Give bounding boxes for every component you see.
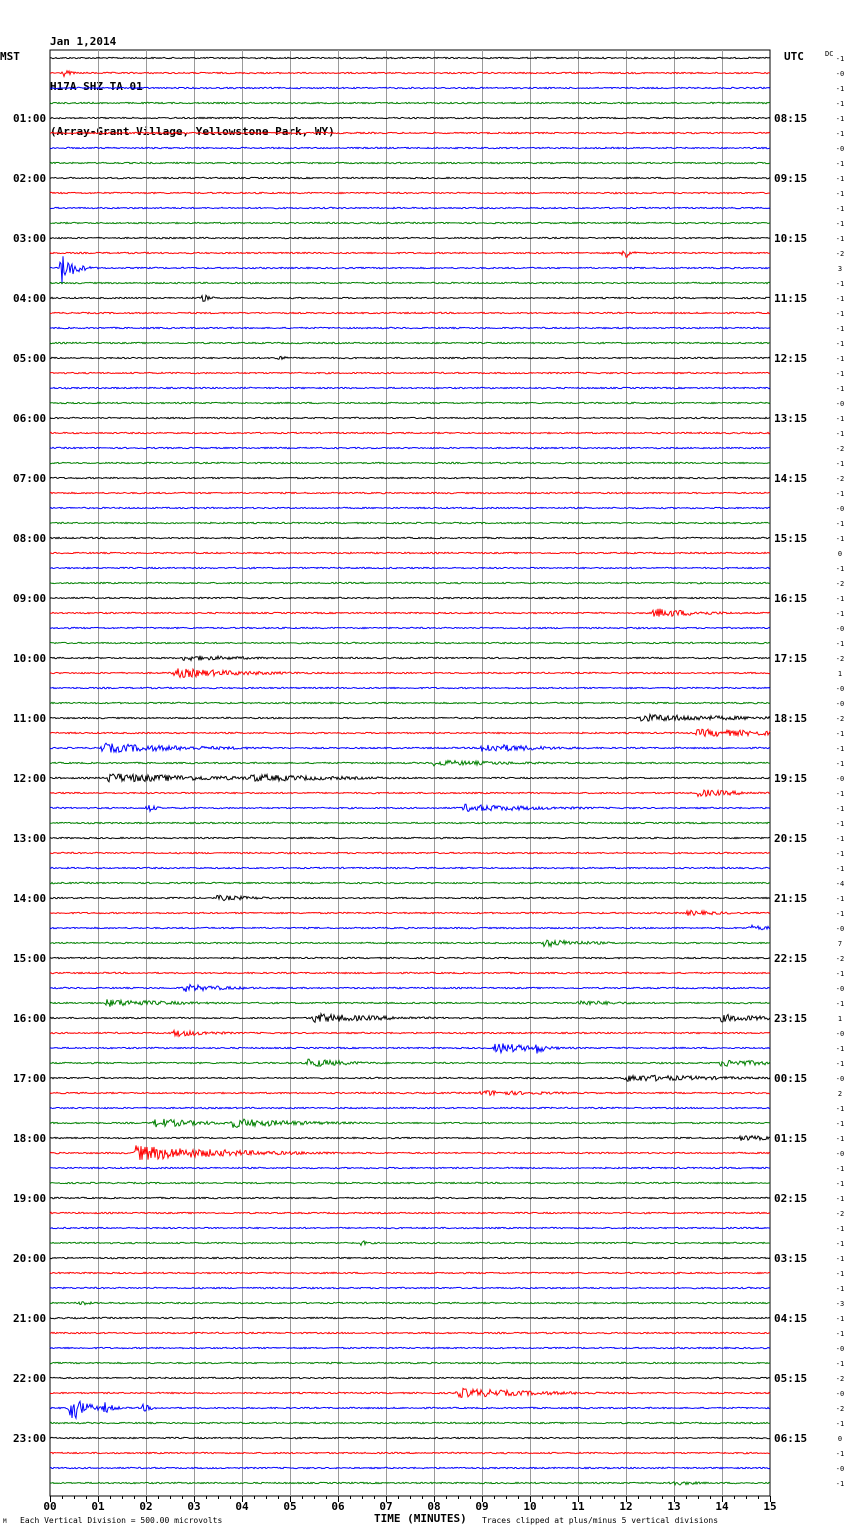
dc-offset: -1: [835, 310, 845, 318]
trace-50: [50, 804, 770, 811]
right-hour-label: 18:15: [774, 712, 808, 725]
trace-58: [50, 925, 770, 930]
trace-85: [50, 1332, 770, 1333]
trace-9: [50, 192, 770, 193]
trace-42: [50, 687, 770, 688]
trace-48: [50, 774, 770, 782]
left-axis-label: MST: [0, 50, 20, 63]
trace-2: [50, 87, 770, 88]
right-hour-label: 13:15: [774, 412, 808, 425]
left-hour-label: 06:00: [13, 412, 47, 425]
dc-offset: -1: [835, 1285, 845, 1293]
x-tick-label: 03: [187, 1500, 201, 1513]
trace-28: [50, 477, 770, 478]
trace-87: [50, 1362, 770, 1363]
left-hour-label: 05:00: [13, 352, 47, 365]
trace-69: [50, 1091, 770, 1096]
dc-offset: -1: [835, 205, 845, 213]
station-location: (Array-Grant Village, Yellowstone Park, WY): [50, 125, 335, 138]
dc-offset: -0: [835, 505, 845, 513]
trace-15: [50, 282, 770, 283]
trace-52: [50, 837, 770, 838]
dc-offset: -0: [835, 685, 845, 693]
left-hour-label: 18:00: [13, 1132, 47, 1145]
dc-offset: -1: [835, 1270, 845, 1278]
dc-offset: -0: [835, 145, 845, 153]
trace-55: [50, 882, 770, 883]
trace-93: [50, 1452, 770, 1453]
dc-offset: -1: [835, 895, 845, 903]
left-hour-label: 09:00: [13, 592, 47, 605]
dc-offset: -1: [835, 1255, 845, 1263]
trace-81: [50, 1272, 770, 1273]
trace-25: [50, 432, 770, 433]
dc-offset: -2: [835, 250, 845, 258]
trace-74: [50, 1167, 770, 1168]
trace-33: [50, 552, 770, 553]
dc-offset: -1: [835, 610, 845, 618]
dc-offset: -1: [835, 520, 845, 528]
dc-offset: -0: [835, 70, 845, 78]
right-hour-label: 09:15: [774, 172, 808, 185]
x-tick-label: 15: [763, 1500, 777, 1513]
right-hour-label: 21:15: [774, 892, 808, 905]
x-tick-label: 01: [91, 1500, 105, 1513]
right-hour-label: 06:15: [774, 1432, 808, 1445]
dc-offset: -1: [835, 160, 845, 168]
dc-offset: -2: [835, 1375, 845, 1383]
trace-40: [50, 656, 770, 661]
trace-43: [50, 702, 770, 703]
dc-offset: -1: [835, 1420, 845, 1428]
trace-38: [50, 627, 770, 628]
dc-offset: -0: [835, 1150, 845, 1158]
left-hour-label: 16:00: [13, 1012, 47, 1025]
dc-offset: -0: [835, 625, 845, 633]
dc-offset: -1: [835, 760, 845, 768]
x-tick-label: 14: [715, 1500, 729, 1513]
left-hour-label: 17:00: [13, 1072, 47, 1085]
dc-offset: -1: [835, 745, 845, 753]
dc-offset: -2: [835, 955, 845, 963]
trace-86: [50, 1347, 770, 1348]
trace-37: [50, 609, 770, 617]
left-hour-label: 03:00: [13, 232, 47, 245]
dc-offset: -1: [835, 1195, 845, 1203]
x-tick-label: 00: [43, 1500, 57, 1513]
dc-offset: -1: [835, 175, 845, 183]
dc-offset: -1: [835, 835, 845, 843]
trace-27: [50, 462, 770, 463]
dc-offset: -0: [835, 775, 845, 783]
dc-offset: -1: [835, 595, 845, 603]
dc-offset: -0: [835, 1390, 845, 1398]
dc-offset: -2: [835, 1405, 845, 1413]
trace-6: [50, 147, 770, 148]
trace-20: [50, 356, 770, 359]
right-hour-label: 17:15: [774, 652, 808, 665]
dc-offset: -1: [835, 1480, 845, 1488]
trace-71: [50, 1119, 770, 1128]
x-axis-title: TIME (MINUTES): [374, 1512, 467, 1525]
trace-79: [50, 1241, 770, 1246]
division-note: Each Vertical Division = 500.00 microvolts: [20, 1516, 223, 1525]
dc-offset: -0: [835, 925, 845, 933]
left-hour-label: 21:00: [13, 1312, 47, 1325]
trace-23: [50, 402, 770, 403]
right-hour-label: 00:15: [774, 1072, 808, 1085]
trace-82: [50, 1287, 770, 1288]
right-hour-label: 12:15: [774, 352, 808, 365]
x-tick-label: 11: [571, 1500, 585, 1513]
trace-51: [50, 822, 770, 823]
trace-53: [50, 852, 770, 853]
trace-57: [50, 910, 770, 915]
trace-12: [50, 237, 770, 238]
left-hour-label: 22:00: [13, 1372, 47, 1385]
dc-offset: -1: [835, 970, 845, 978]
trace-77: [50, 1212, 770, 1213]
trace-18: [50, 327, 770, 328]
trace-41: [50, 668, 770, 677]
dc-offset: -1: [835, 220, 845, 228]
dc-offset: -1: [835, 640, 845, 648]
dc-offset: -2: [835, 475, 845, 483]
plot-frame: [50, 50, 770, 1496]
trace-65: [50, 1030, 770, 1036]
trace-92: [50, 1437, 770, 1438]
trace-26: [50, 447, 770, 448]
plot-date: Jan 1,2014: [50, 35, 117, 48]
trace-63: [50, 999, 770, 1006]
dc-offset: -0: [835, 985, 845, 993]
right-hour-label: 05:15: [774, 1372, 808, 1385]
dc-offset: -1: [835, 820, 845, 828]
dc-offset: -1: [835, 1360, 845, 1368]
trace-75: [50, 1182, 770, 1183]
clip-note: Traces clipped at plus/minus 5 vertical divisions: [482, 1516, 719, 1525]
x-tick-label: 06: [331, 1500, 345, 1513]
dc-offset: -1: [835, 490, 845, 498]
dc-offset: -1: [835, 865, 845, 873]
right-hour-label: 15:15: [774, 532, 808, 545]
dc-offset: 1: [837, 1015, 843, 1023]
trace-59: [50, 940, 770, 946]
dc-offset: -0: [835, 400, 845, 408]
dc-offset: -1: [835, 370, 845, 378]
dc-offset: -1: [835, 1180, 845, 1188]
trace-91: [50, 1422, 770, 1423]
dc-offset: -2: [835, 445, 845, 453]
trace-90: [50, 1401, 770, 1418]
trace-70: [50, 1107, 770, 1108]
dc-offset: -1: [835, 55, 845, 63]
left-hour-label: 19:00: [13, 1192, 47, 1205]
dc-offset: -1: [835, 1135, 845, 1143]
right-hour-label: 10:15: [774, 232, 808, 245]
trace-14: [50, 256, 770, 282]
right-hour-label: 14:15: [774, 472, 808, 485]
dc-offset: -1: [835, 190, 845, 198]
dc-offset: 0: [837, 1435, 843, 1443]
dc-offset: -1: [835, 340, 845, 348]
dc-offset: -1: [835, 130, 845, 138]
trace-10: [50, 207, 770, 208]
trace-5: [50, 132, 770, 133]
right-axis-label: UTC: [784, 50, 804, 63]
left-hour-label: 11:00: [13, 712, 47, 725]
dc-offset: -1: [835, 325, 845, 333]
dc-offset: -1: [835, 850, 845, 858]
trace-30: [50, 507, 770, 508]
trace-67: [50, 1059, 770, 1066]
trace-47: [50, 761, 770, 766]
left-hour-label: 13:00: [13, 832, 47, 845]
dc-offset: -1: [835, 1000, 845, 1008]
dc-offset: 1: [837, 670, 843, 678]
dc-offset: 0: [837, 550, 843, 558]
left-hour-label: 23:00: [13, 1432, 47, 1445]
left-hour-label: 07:00: [13, 472, 47, 485]
trace-88: [50, 1377, 770, 1378]
trace-8: [50, 177, 770, 178]
trace-29: [50, 492, 770, 493]
trace-68: [50, 1075, 770, 1081]
dc-offset: -2: [835, 1210, 845, 1218]
dc-offset: -3: [835, 1300, 845, 1308]
station-code: H17A SHZ TA 01: [50, 80, 143, 93]
left-hour-label: 14:00: [13, 892, 47, 905]
trace-60: [50, 957, 770, 958]
right-hour-label: 23:15: [774, 1012, 808, 1025]
dc-offset: -1: [835, 1315, 845, 1323]
dc-offset: -1: [835, 1450, 845, 1458]
dc-offset: -1: [835, 385, 845, 393]
right-hour-label: 16:15: [774, 592, 808, 605]
left-hour-label: 12:00: [13, 772, 47, 785]
dc-offset: -1: [835, 295, 845, 303]
left-hour-label: 20:00: [13, 1252, 47, 1265]
left-hour-label: 10:00: [13, 652, 47, 665]
right-hour-label: 01:15: [774, 1132, 808, 1145]
trace-49: [50, 790, 770, 797]
trace-76: [50, 1197, 770, 1198]
x-tick-label: 12: [619, 1500, 633, 1513]
trace-46: [50, 743, 770, 752]
trace-35: [50, 582, 770, 583]
right-hour-label: 20:15: [774, 832, 808, 845]
dc-offset: -4: [835, 880, 845, 888]
dc-offset: -0: [835, 1075, 845, 1083]
trace-44: [50, 714, 770, 721]
trace-1: [50, 71, 770, 77]
trace-34: [50, 567, 770, 568]
trace-36: [50, 597, 770, 598]
left-hour-label: 08:00: [13, 532, 47, 545]
dc-offset: -1: [835, 430, 845, 438]
trace-17: [50, 312, 770, 313]
trace-80: [50, 1257, 770, 1258]
x-tick-label: 09: [475, 1500, 489, 1513]
dc-offset: -1: [835, 460, 845, 468]
dc-offset: -0: [835, 1345, 845, 1353]
dc-offset: -1: [835, 910, 845, 918]
trace-73: [50, 1145, 770, 1160]
dc-offset: -1: [835, 1120, 845, 1128]
dc-offset: -1: [835, 730, 845, 738]
dc-offset: -1: [835, 1060, 845, 1068]
x-tick-label: 07: [379, 1500, 393, 1513]
dc-offset: -0: [835, 1465, 845, 1473]
trace-66: [50, 1044, 770, 1054]
dc-offset: 3: [837, 265, 843, 273]
trace-45: [50, 729, 770, 736]
trace-39: [50, 642, 770, 643]
dc-offset: -1: [835, 355, 845, 363]
dc-offset: -1: [835, 235, 845, 243]
trace-83: [50, 1302, 770, 1305]
trace-62: [50, 985, 770, 992]
dc-offset: -1: [835, 100, 845, 108]
dc-offset: -1: [835, 1165, 845, 1173]
dc-offset: -0: [835, 1030, 845, 1038]
grid-lines: [50, 50, 770, 1496]
trace-61: [50, 972, 770, 973]
trace-22: [50, 387, 770, 388]
right-hour-label: 22:15: [774, 952, 808, 965]
logo-mark: M: [3, 1518, 7, 1525]
x-tick-label: 04: [235, 1500, 249, 1513]
right-hour-label: 04:15: [774, 1312, 808, 1325]
dc-offset: -0: [835, 700, 845, 708]
trace-84: [50, 1317, 770, 1318]
trace-13: [50, 251, 770, 257]
x-tick-label: 08: [427, 1500, 441, 1513]
dc-offset: -2: [835, 655, 845, 663]
trace-32: [50, 537, 770, 538]
dc-offset: -1: [835, 115, 845, 123]
trace-3: [50, 102, 770, 103]
trace-89: [50, 1388, 770, 1397]
trace-64: [50, 1014, 770, 1023]
left-hour-label: 01:00: [13, 112, 47, 125]
x-tick-label: 10: [523, 1500, 537, 1513]
trace-72: [50, 1136, 770, 1141]
x-tick-label: 02: [139, 1500, 153, 1513]
dc-offset: 7: [837, 940, 843, 948]
trace-24: [50, 417, 770, 418]
dc-offset: -1: [835, 790, 845, 798]
x-tick-label: 05: [283, 1500, 297, 1513]
right-hour-label: 02:15: [774, 1192, 808, 1205]
dc-offset: -1: [835, 535, 845, 543]
trace-78: [50, 1227, 770, 1228]
left-hour-label: 15:00: [13, 952, 47, 965]
left-hour-label: 02:00: [13, 172, 47, 185]
trace-21: [50, 372, 770, 373]
left-hour-label: 04:00: [13, 292, 47, 305]
dc-offset: -1: [835, 805, 845, 813]
dc-offset: -1: [835, 415, 845, 423]
dc-label: DC: [825, 50, 834, 58]
dc-offset: -1: [835, 1105, 845, 1113]
dc-offset: -2: [835, 580, 845, 588]
dc-offset: -1: [835, 1045, 845, 1053]
trace-11: [50, 222, 770, 223]
dc-offset: -1: [835, 85, 845, 93]
trace-94: [50, 1467, 770, 1468]
trace-7: [50, 162, 770, 163]
x-axis: [43, 1496, 776, 1513]
right-hour-label: 19:15: [774, 772, 808, 785]
trace-31: [50, 522, 770, 523]
dc-offset: -1: [835, 565, 845, 573]
dc-offset: -1: [835, 1225, 845, 1233]
trace-19: [50, 342, 770, 343]
trace-95: [50, 1482, 770, 1485]
right-hour-label: 11:15: [774, 292, 808, 305]
right-hour-label: 03:15: [774, 1252, 808, 1265]
dc-offset: -2: [835, 715, 845, 723]
dc-offset: 2: [837, 1090, 843, 1098]
dc-offset: -1: [835, 1330, 845, 1338]
dc-offset: -1: [835, 1240, 845, 1248]
trace-0: [50, 57, 770, 58]
trace-4: [50, 117, 770, 118]
trace-56: [50, 895, 770, 900]
trace-54: [50, 867, 770, 868]
trace-16: [50, 295, 770, 301]
x-tick-label: 13: [667, 1500, 681, 1513]
trace-lines: [50, 57, 770, 1485]
right-hour-label: 08:15: [774, 112, 808, 125]
dc-offset: -1: [835, 280, 845, 288]
